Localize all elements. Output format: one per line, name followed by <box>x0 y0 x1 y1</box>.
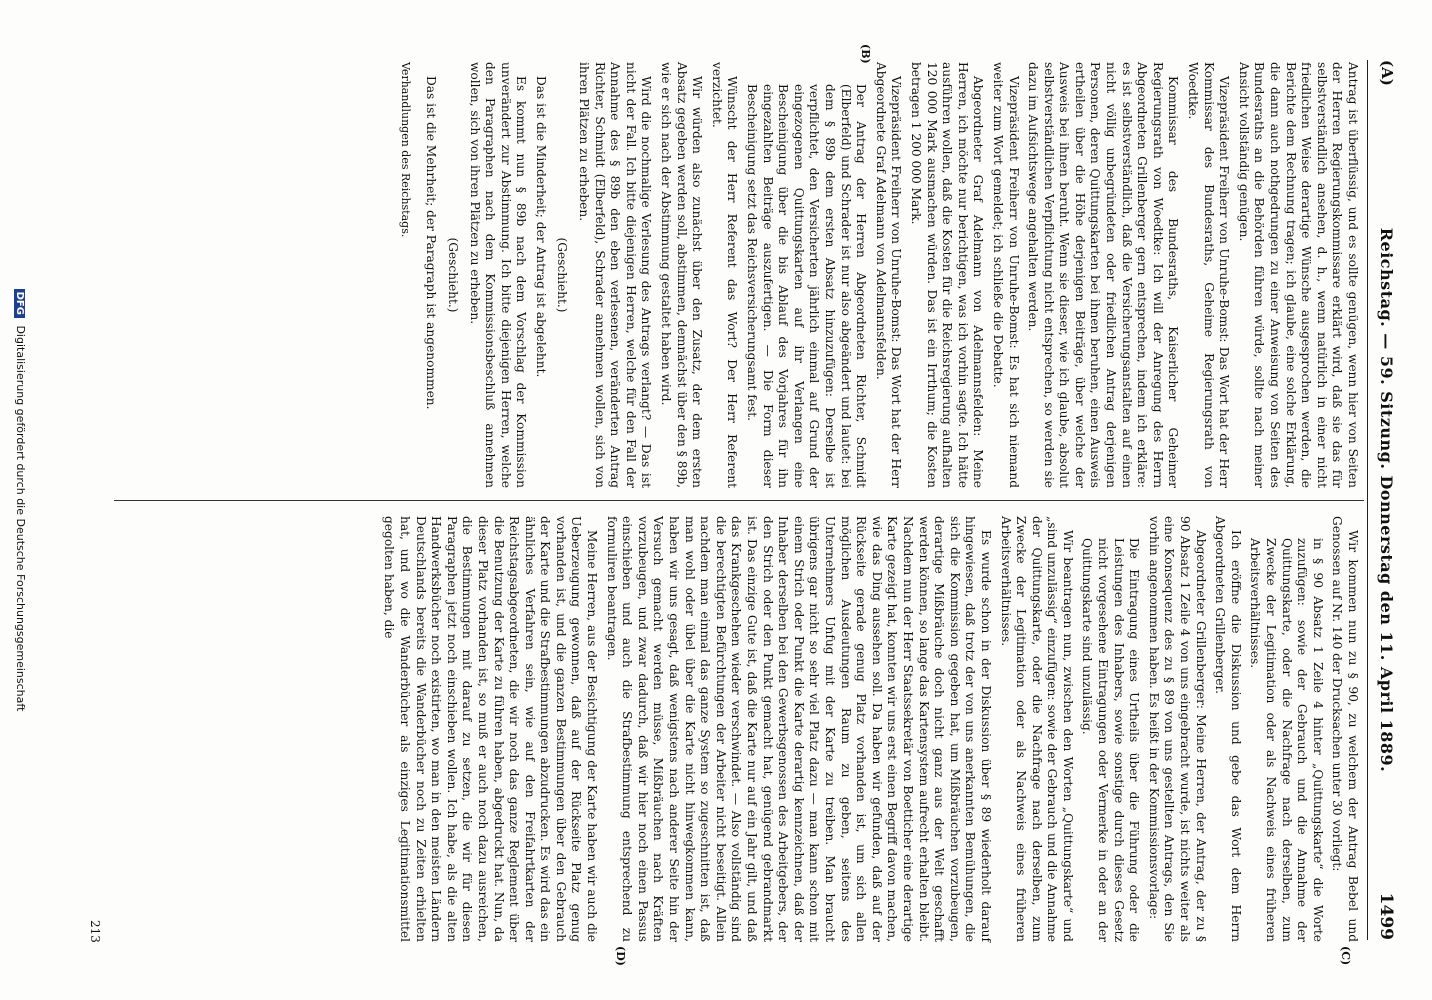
footer-note: Verhandlungen des Reichstags. <box>398 62 412 238</box>
paragraph: Vizepräsident Freiherr von Unruhe-Bomst: Es hat sich niemand weiter zum Wort gemeldet; ich schließe die Debatte. <box>990 62 1021 488</box>
paragraph: Wünscht der Herr Referent das Wort? Der Herr Referent verzichtet. <box>709 62 740 488</box>
paragraph: Meine Herren, aus der Besichtigung der Karte haben wir auch die Ueberzeugung gewonnen, daß auf der Rückseite Platz genug vorhanden ist, und die ganzen Bestimmungen über den Gebrauch der Karte und die Strafbestimmungen abzudrucken. Es wird das ein ähnliches Verfahren sein, wie auf den Freifahrtkarten der Reichstagsabgeordneten, die wir noch das ganze Reglement über die Benutzung der Karte zu führen haben, abgedruckt hat. Nun, da dieser Platz vorhanden ist, so muß er auch noch dazu ausreichen, die Bestimmungen mit darauf zu setzen, die wir für diesen Paragraphen jetzt noch einschieben wollen. Ich habe, als die alten Handwerksbücher noch existirten, wo man in den meisten Ländern Deutschlands bereits die Wanderbücher noch zu Zeiten erhielten hat, und wo die Wanderbücher als einziges Legitimationsmittel gegolten haben, die <box>382 516 600 942</box>
paragraph: Das ist die Mehrheit; der Paragraph ist angenommen. <box>424 76 439 410</box>
paragraph: Der Antrag der Herren Abgeordneten Richter, Schmidt (Elberfeld) und Schrader ist nur also abgeändert und lautet: bei dem § 89b dem ersten Absatz hinzuzufügen: Derselbe ist verpflichtet, den Versicherten jährlich einmal auf Grund der eingezogenen Quittungskarten auf ihr Verlangen eine Bescheinigung über die bis Ablauf des Vorjahres für ihn eingezahlten Beiträge auszufertigen. — Die Form dieser Bescheinigung setzt das Reichsversicherungsamt fest. <box>745 84 869 488</box>
paragraph: Kommissar des Bundesraths, Kaiserlicher Geheimer Regierungsrath von Woedtke: Ich will der Anregung des Herrn Abgeordneten Grillenberger gern entsprechen, indem ich erkläre: es ist selbstverständlich, daß die Versicherungsanstalten auf einen nicht völlig unbegründeten oder friedlichen Antrag derjenigen Personen, deren Quittungskarten bei ihnen beruhen, einen Ausweis ertheilen über die Höhe derjenigen Beiträge, über welche der Ausweis bei ihnen beruht. Wenn sie dieser, wie ich glaube, absolut selbstverständlichen Verpflichtung nicht entsprechen, so werden sie dazu im Aufsichtswege angehalten werden. <box>1026 62 1181 488</box>
dfg-logo: DFG <box>14 289 25 318</box>
signature-number: 213 <box>88 920 102 943</box>
paragraph: Abgeordneter Grillenberger: Meine Herren, der Antrag, der zu § 90 Absatz 1 Zeile 4 von uns eingebracht wurde, ist nichts weiter als eine Konsequenz des zu § 89 von uns gestellten Antrags, den Sie vorhin angenommen haben. Es heißt in der Kommissionsvorlage: <box>1146 516 1208 942</box>
paragraph: Die Eintragung eines Urtheils über die Führung oder die Leistungen des Inhabers, sowie sonstige durch dieses Gesetz nicht vorgesehene Eintragungen oder Vermerke in oder an der Quittungskarte sind unzulässig. <box>1080 538 1142 942</box>
paragraph: Wir beantragen nun, zwischen den Worten „Quittungskarte“ und „sind unzulässig“ einzufügen: sowie der Gebrauch und die Annahme der Quittungskarte, oder die Nachfrage nach derselben, zum Zwecke der Legitimation oder als Nachweis eines früheren Arbeitsverhältnisses. <box>998 516 1075 942</box>
header-page-number: 1499 <box>1376 892 1396 940</box>
digitization-footer <box>14 60 27 940</box>
margin-mark-d: (D) <box>614 946 627 966</box>
header-rule <box>1367 60 1368 940</box>
margin-mark-c: (C) <box>1339 946 1352 966</box>
paragraph: Wir kommen nun zu § 90, zu welchem der Antrag Bebel und Genossen auf Nr. 140 der Drucksachen unter 30 vorliegt: <box>1330 516 1360 942</box>
paragraph: Wird die nochmalige Verlesung des Antrags verlangt? — Das ist nicht der Fall. Ich bitte diejenigen Herren, welche für den Fall der Annahme des § 89b den eben verlesenen, veränderten Antrag Richter, Schmidt (Elberfeld), Schrader annehmen wollen, sich von ihren Plätzen zu erheben. <box>577 62 654 488</box>
paragraph: Abgeordneter Graf Adelmann von Adelmannsfelden: Meine Herren, ich möchte nur berichtigen, was ich vorhin sagte. Ich hätte ausführen wollen, daß die Kosten für die Reichsregierung aufhalten 120 000 Mark ausmachen würden. Das ist ein Irrthum; die Kosten betragen 1 200 000 Mark. <box>908 62 986 488</box>
right-column <box>377 516 1360 942</box>
left-column <box>393 62 1360 488</box>
paragraph: Das ist die Minderheit; der Antrag ist abgelehnt. <box>533 76 548 378</box>
paragraph: Es kommt nun § 89b nach dem Vorschlag der Kommission unverändert zur Abstimmung. Ich bitte diejenigen Herren, welche den Paragraphen nach dem Kommissionsbeschluß annehmen wollen, sich von ihren Plätzen zu erheben. <box>467 62 529 488</box>
footer-text: Digitalisierung gefördert durch die Deutsche Forschungsgemeinschaft <box>14 325 27 712</box>
paragraph: Vizepräsident Freiherr von Unruhe-Bomst: Das Wort hat der Herr Kommissar des Bundesraths, Geheime Regierungsrath von Woedtke. <box>1186 62 1232 488</box>
paragraph: Antrag ist überflüssig, und es sollte genügen, wenn hier von Seiten der Herren Regierungskommissare erklärt wird, daß sie das für selbstverständlich ansehen, d. h., wenn natürlich in einer nicht friedlichen Weise derartige Wünsche ausgesprochen werden, die Berichte dem Rechnung tragen; ich glaube, eine solche Erklärung, die dann auch nothgedrungen zu einer Anweisung von Seiten des Bundesraths an die Behörden führen würde, sollte nach meiner Ansicht vollständig genügen. <box>1236 62 1360 488</box>
header-title: Reichstag. — 59. Sitzung. Donnerstag den 11. April 1889. <box>1377 227 1396 773</box>
paragraph: Wir würden also zunächst über den Zusatz, der dem ersten Absatz gegeben werden soll, abstimmen, demnächst über den § 89b, wie er sich nach der Abstimmung gestaltet haben wird. <box>659 62 705 488</box>
paragraph: in § 90 Absatz 1 Zeile 4 hinter „Quittungskarte“ die Worte zuzufügen: sowie der Gebrauch und die Annahme der Quittungskarte, oder die Nachfrage nach derselben, zum Zwecke der Legitimation oder als Nachweis eines früheren Arbeitsverhältnisses. <box>1248 538 1325 942</box>
paragraph: Vizepräsident Freiherr von Unruhe-Bomst: Das Wort hat der Herr Abgeordnete Graf Adelmann von Adelmannsfelden. <box>873 62 904 488</box>
page-header <box>1370 60 1404 940</box>
margin-mark-b: (B) <box>859 44 872 64</box>
header-margin-mark: (A) <box>1378 60 1396 86</box>
column-divider <box>114 500 1364 501</box>
stage-direction: (Geschieht.) <box>445 237 460 313</box>
paragraph: Ich eröffne die Diskussion und gebe das Wort dem Herrn Abgeordneten Grillenberger. <box>1213 516 1243 942</box>
paragraph: Es wurde schon in der Diskussion über § 89 wiederholt darauf hingewiesen, daß trotz der von uns anerkannten Bemühungen, die sich die Kommission gegeben hat, um Mißbräuchen vorzubeugen, derartige Mißbräuche doch nicht ganz aus der Welt geschafft werden können, so lange das Kartensystem aufrecht erhalten bleibt. Nachdem nun der Herr Staatssekretär von Boetticher eine derartige Karte gezeigt hat, konnten wir uns erst einen Begriff davon machen, wie das Ding aussehen soll. Da haben wir gefunden, daß auf der Rückseite gerade genug Platz vorhanden ist, um sich allen möglichen Ausdeutungen Raum zu geben, seitens des Unternehmers Unfug mit der Karte zu treiben. Man braucht übrigens gar nicht so sehr viel Platz dazu — man kann schon mit einem Strich oder Punkt die Karte derartig kennzeichnen, daß der Inhaber derselben bei den Gewerbsgenossen des Arbeitgebers, der den Strich oder den Punkt gemacht hat, genügend gebrandmarkt ist. Das einzige Gute ist, daß die Karte nur auf ein Jahr gilt, und daß das Krankgeschehen wieder verschwindet. — Also vollständig sind die berechtigten Befürchtungen der Arbeiter nicht beseitigt. Allein nachdem man einmal das ganze System so zugeschnitten ist, daß man wohl oder übel über die Karte nicht hinwegkommen kann, haben wir uns gesagt, daß wenigstens nach anderer Seite hin der Versuch gemacht werden müsse, Mißbräuchen nach Kräften vorzubeugen, und zwar dadurch, daß wir hier noch einen Passus einschieben und auch die Strafbestimmung entsprechend zu formuliren beantragen. <box>604 516 993 942</box>
stage-direction: (Geschieht.) <box>555 237 570 313</box>
